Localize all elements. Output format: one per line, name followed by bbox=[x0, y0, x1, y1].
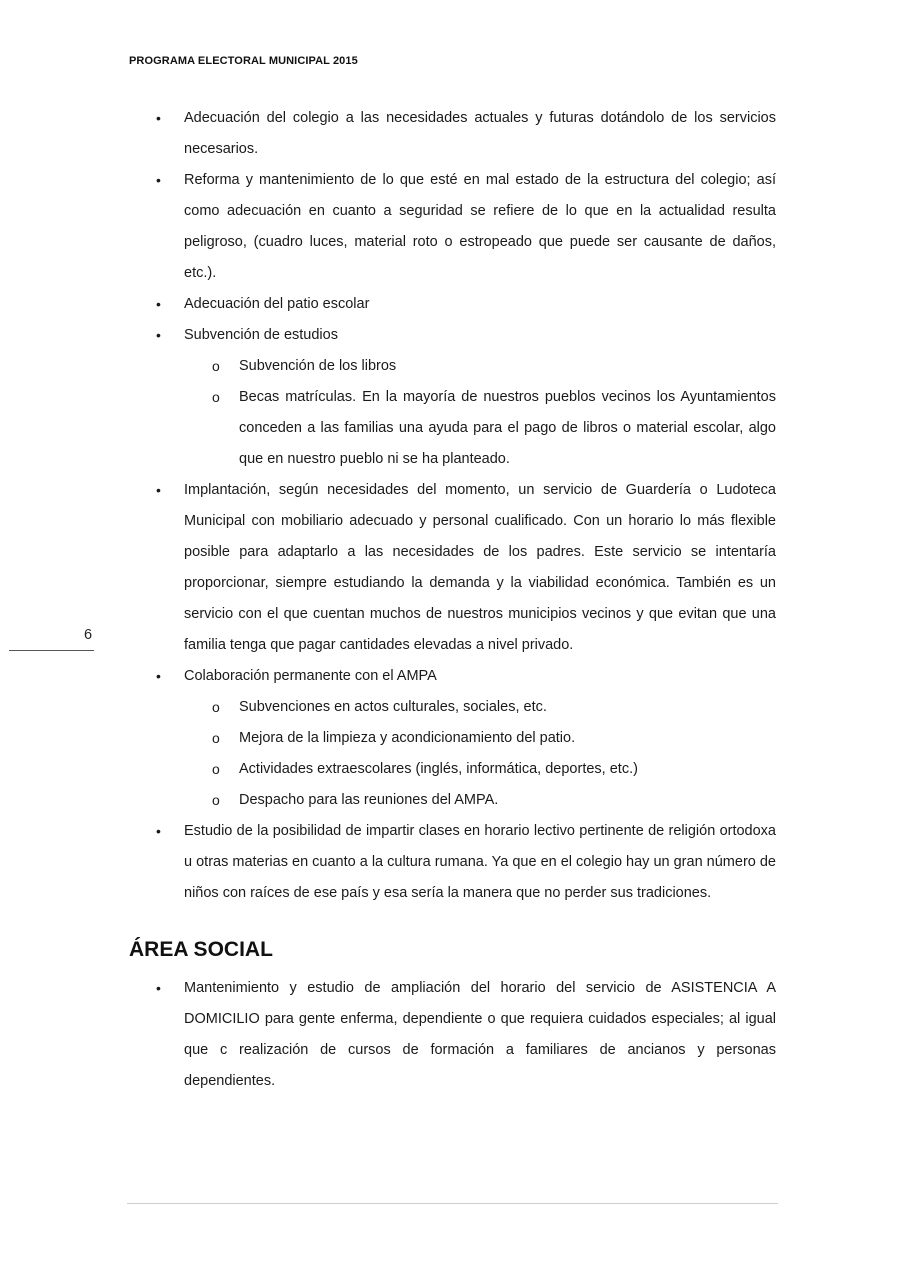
sub-bullet-icon: o bbox=[212, 792, 220, 808]
page-number: 6 bbox=[84, 627, 93, 643]
list-item bbox=[129, 816, 776, 909]
bullet-icon: • bbox=[156, 482, 161, 498]
bullet-icon: • bbox=[156, 172, 161, 188]
list-item-text: Colaboración permanente con el AMPA bbox=[184, 668, 437, 684]
sub-list-item-text: Subvenciones en actos culturales, sociales, etc. bbox=[239, 699, 547, 715]
sub-list-item bbox=[184, 723, 776, 754]
bullet-icon: • bbox=[156, 110, 161, 126]
list-item-text: Reforma y mantenimiento de lo que esté en mal estado de la estructura del colegio; así como adecuación en cuanto a seguridad se refiere de lo que en la actualidad resulta peligroso, (cuadro luces, material roto o estropeado que puede ser causante de daños, etc.). bbox=[184, 172, 776, 281]
bullet-icon: • bbox=[156, 980, 161, 996]
sub-list-item-text: Actividades extraescolares (inglés, informática, deportes, etc.) bbox=[239, 761, 638, 777]
list-item bbox=[129, 103, 776, 165]
social-list bbox=[129, 973, 776, 1097]
list-item-text: Adecuación del patio escolar bbox=[184, 296, 370, 312]
list-item bbox=[129, 320, 776, 475]
list-item-text: Adecuación del colegio a las necesidades actuales y futuras dotándolo de los servicios necesarios. bbox=[184, 110, 776, 157]
list-item bbox=[129, 289, 776, 320]
list-item-text: Subvención de estudios bbox=[184, 327, 338, 343]
footer-rule bbox=[127, 1203, 778, 1204]
sub-bullet-icon: o bbox=[212, 699, 220, 715]
sub-list-item-text: Becas matrículas. En la mayoría de nuestros pueblos vecinos los Ayuntamientos conceden a las familias una ayuda para el pago de libros o material escolar, algo que en nuestro pueblo ni se ha planteado. bbox=[239, 389, 776, 467]
sub-list bbox=[184, 692, 776, 816]
sub-list-item bbox=[184, 382, 776, 475]
section-heading-social: ÁREA SOCIAL bbox=[129, 938, 273, 961]
document-body bbox=[129, 103, 776, 1097]
list-item-text: Mantenimiento y estudio de ampliación del horario del servicio de ASISTENCIA A DOMICILIO para gente enferma, dependiente o que requiera cuidados especiales; al igual que c realización de cursos de formación a familiares de ancianos y personas dependientes. bbox=[184, 980, 776, 1089]
sub-list-item-text: Mejora de la limpieza y acondicionamiento del patio. bbox=[239, 730, 576, 746]
bullet-icon: • bbox=[156, 668, 161, 684]
list-item bbox=[129, 973, 776, 1097]
sub-list-item bbox=[184, 754, 776, 785]
sub-list-item bbox=[184, 785, 776, 816]
list-item bbox=[129, 165, 776, 289]
sub-bullet-icon: o bbox=[212, 761, 220, 777]
list-item-text: Estudio de la posibilidad de impartir clases en horario lectivo pertinente de religión ortodoxa u otras materias en cuanto a la cultura rumana. Ya que en el colegio hay un gran número de niños con raíces de ese país y esa sería la manera que no perder sus tradiciones. bbox=[184, 823, 776, 901]
sub-list bbox=[184, 351, 776, 475]
sub-list-item bbox=[184, 692, 776, 723]
running-header: PROGRAMA ELECTORAL MUNICIPAL 2015 bbox=[129, 55, 358, 67]
list-item bbox=[129, 661, 776, 816]
sub-bullet-icon: o bbox=[212, 358, 220, 374]
bullet-icon: • bbox=[156, 327, 161, 343]
sub-bullet-icon: o bbox=[212, 730, 220, 746]
sub-list-item-text: Despacho para las reuniones del AMPA. bbox=[239, 792, 499, 808]
sub-list-item-text: Subvención de los libros bbox=[239, 358, 397, 374]
sub-bullet-icon: o bbox=[212, 389, 220, 405]
bullet-icon: • bbox=[156, 296, 161, 312]
bullet-icon: • bbox=[156, 823, 161, 839]
list-item-text: Implantación, según necesidades del momento, un servicio de Guardería o Ludoteca Municipal con mobiliario adecuado y personal cualificado. Con un horario lo más flexible posible para adaptarlo a las necesidades de los padres. Este servicio se intentaría proporcionar, siempre estudiando la demanda y la viabilidad económica. También es un servicio con el que cuentan muchos de nuestros municipios vecinos y que evitan que una familia tenga que pagar cantidades elevadas a nivel privado. bbox=[184, 482, 776, 653]
sub-list-item bbox=[184, 351, 776, 382]
list-item bbox=[129, 475, 776, 661]
education-list bbox=[129, 103, 776, 909]
page-number-rule bbox=[9, 650, 94, 651]
